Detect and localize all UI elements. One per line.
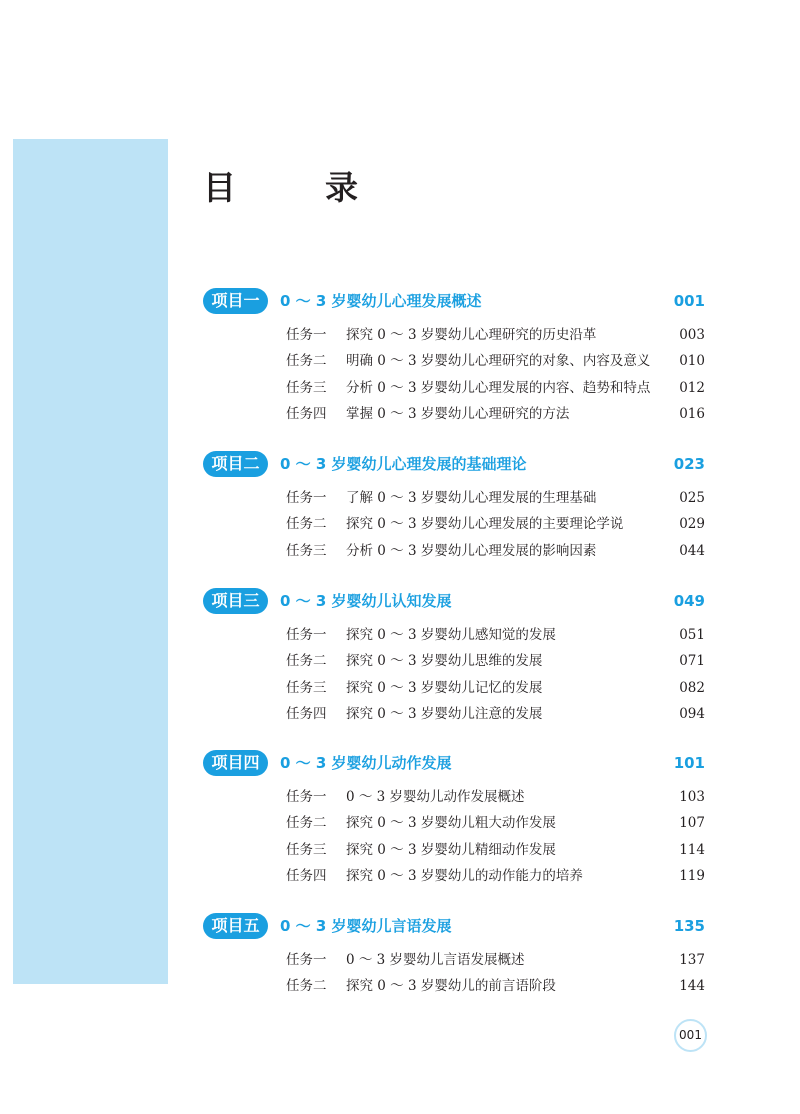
task-page-number: 016 [679,405,705,422]
task-label: 任务一 [286,952,327,968]
task-entry[interactable] [286,624,705,646]
project-page-number: 101 [673,754,705,772]
task-entry[interactable] [286,786,705,808]
task-label: 任务四 [286,705,327,722]
task-entry[interactable] [286,324,705,346]
task-label: 任务四 [286,405,327,422]
task-entry[interactable] [286,975,705,997]
task-page-number: 003 [679,327,705,343]
task-label: 任务二 [286,516,327,533]
task-title: 探究 0 ～ 3 岁婴幼儿粗大动作发展 [346,815,556,832]
task-entry[interactable] [286,487,705,509]
task-page-number: 012 [679,379,705,396]
task-label: 任务三 [286,542,327,559]
task-label: 任务三 [286,841,327,858]
task-title: 分析 0 ～ 3 岁婴幼儿心理发展的影响因素 [346,542,597,559]
project-title: 0 ～ 3 岁婴幼儿心理发展概述 [280,292,482,310]
task-label: 任务二 [286,978,327,995]
task-title: 分析 0 ～ 3 岁婴幼儿心理发展的内容、趋势和特点 [346,379,651,396]
project-entry[interactable] [203,451,705,477]
task-label: 任务一 [286,789,327,805]
project-page-number: 001 [673,292,705,310]
task-entry[interactable] [286,949,705,971]
project-badge: 项目四 [203,750,268,776]
task-page-number: 094 [679,705,705,722]
task-entry[interactable] [286,812,705,834]
task-label: 任务二 [286,653,327,670]
task-page-number: 071 [679,653,705,670]
project-badge: 项目三 [203,588,268,614]
task-page-number: 114 [679,841,705,858]
task-title: 了解 0 ～ 3 岁婴幼儿心理发展的生理基础 [346,490,597,506]
task-label: 任务一 [286,490,327,506]
project-title: 0 ～ 3 岁婴幼儿心理发展的基础理论 [280,455,527,473]
task-title: 0 ～ 3 岁婴幼儿言语发展概述 [346,952,525,968]
project-entry[interactable] [203,588,705,614]
task-entry[interactable] [286,677,705,699]
task-page-number: 029 [679,516,705,533]
task-entry[interactable] [286,540,705,562]
project-badge: 项目二 [203,451,268,477]
task-label: 任务二 [286,353,327,370]
task-entry[interactable] [286,839,705,861]
task-title: 探究 0 ～ 3 岁婴幼儿感知觉的发展 [346,627,556,643]
project-page-number: 135 [673,917,705,935]
task-entry[interactable] [286,703,705,725]
task-title: 探究 0 ～ 3 岁婴幼儿思维的发展 [346,653,543,670]
task-page-number: 010 [679,353,705,370]
task-label: 任务一 [286,327,327,343]
project-page-number: 049 [673,592,705,610]
task-title: 0 ～ 3 岁婴幼儿动作发展概述 [346,789,525,805]
task-title: 探究 0 ～ 3 岁婴幼儿注意的发展 [346,705,543,722]
task-page-number: 144 [679,978,705,995]
task-entry[interactable] [286,377,705,399]
project-badge: 项目五 [203,913,268,939]
task-entry[interactable] [286,350,705,372]
task-page-number: 082 [679,679,705,696]
project-title: 0 ～ 3 岁婴幼儿认知发展 [280,592,452,610]
task-label: 任务二 [286,815,327,832]
task-page-number: 137 [679,952,705,968]
task-page-number: 107 [679,815,705,832]
project-title: 0 ～ 3 岁婴幼儿动作发展 [280,754,452,772]
decorative-side-band [13,139,168,984]
task-entry[interactable] [286,403,705,425]
task-page-number: 025 [679,490,705,506]
task-page-number: 051 [679,627,705,643]
task-label: 任务三 [286,379,327,396]
project-entry[interactable] [203,750,705,776]
project-badge: 项目一 [203,288,268,314]
task-page-number: 119 [679,867,705,884]
task-page-number: 103 [679,789,705,805]
project-page-number: 023 [673,455,705,473]
project-entry[interactable] [203,913,705,939]
task-title: 探究 0 ～ 3 岁婴幼儿心理发展的主要理论学说 [346,516,624,533]
task-entry[interactable] [286,865,705,887]
project-entry[interactable] [203,288,705,314]
page-number: 001 [674,1019,707,1052]
task-entry[interactable] [286,650,705,672]
task-title: 探究 0 ～ 3 岁婴幼儿精细动作发展 [346,841,556,858]
task-entry[interactable] [286,513,705,535]
project-title: 0 ～ 3 岁婴幼儿言语发展 [280,917,452,935]
task-label: 任务一 [286,627,327,643]
page-title: 目 录 [203,168,386,207]
task-label: 任务四 [286,867,327,884]
task-title: 掌握 0 ～ 3 岁婴幼儿心理研究的方法 [346,405,570,422]
task-title: 探究 0 ～ 3 岁婴幼儿的动作能力的培养 [346,867,583,884]
task-label: 任务三 [286,679,327,696]
task-title: 探究 0 ～ 3 岁婴幼儿记忆的发展 [346,679,543,696]
task-title: 探究 0 ～ 3 岁婴幼儿的前言语阶段 [346,978,556,995]
task-page-number: 044 [679,542,705,559]
task-title: 明确 0 ～ 3 岁婴幼儿心理研究的对象、内容及意义 [346,353,651,370]
task-title: 探究 0 ～ 3 岁婴幼儿心理研究的历史沿革 [346,327,597,343]
